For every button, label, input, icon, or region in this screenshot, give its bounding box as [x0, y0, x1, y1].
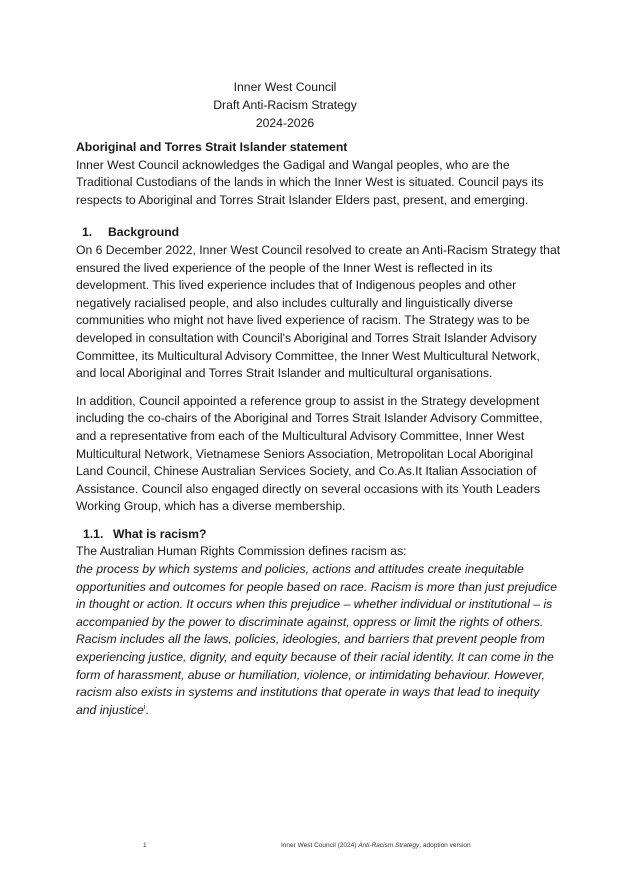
document-title-block — [0, 78, 570, 132]
section-1-1-heading — [76, 526, 561, 544]
footer-citation — [281, 842, 471, 849]
acknowledgement-text: Inner West Council acknowledges the Gadigal and Wangal peoples, who are the Traditional Custodians of the lands in which the Inner West is situated. Council pays its respects to Aboriginal and Torres Strait Islander Elders past, present, and emerging. — [76, 157, 544, 207]
footer-citation-prefix: Inner West Council (2024) — [281, 842, 359, 849]
section-1-1-number: 1.1. — [83, 526, 104, 541]
racism-intro: The Australian Human Rights Commission defines racism as: — [76, 544, 407, 559]
title-years: 2024-2026 — [255, 116, 315, 130]
title-document: Draft Anti-Racism Strategy — [213, 98, 357, 112]
background-paragraph-2: In addition, Council appointed a reference group to assist in the Strategy development including the co-chairs of the Aboriginal and Torres Strait Islander Advisory Committee, and a representative from each of the Multicultural Advisory Committee, Inner West Multicultural Network, Vietnamese Seniors Association, Metropolitan Local Aboriginal Land Council, Chinese Australian Services Society, and Co.As.It Italian Association of Assistance. Council also engaged directly on several occasions with its Youth Leaders Working Group, which has a diverse membership. — [76, 393, 543, 514]
section-1-number: 1. — [82, 225, 93, 240]
document-body — [76, 139, 561, 719]
page-number: 1 — [143, 842, 147, 849]
footer-citation-suffix: , adoption version — [419, 842, 471, 849]
footnote-reference[interactable]: i — [143, 703, 146, 711]
background-paragraph-1: On 6 December 2022, Inner West Council resolved to create an Anti-Racism Strategy that ensured the lived experience of the people of the Inner West is reflected in its development. This lived experience includes that of Indigenous peoples and other negatively racialised people, and also includes culturally and linguistically diverse communities who might not have lived experience of racism. The Strategy was to be developed in consultation with Council's Aboriginal and Torres Strait Islander Advisory Committee, its Multicultural Advisory Committee, the Inner West Multicultural Network, and local Aboriginal and Torres Strait Islander and multicultural organisations. — [76, 242, 561, 381]
footer-citation-title: Anti-Racism Strategy — [358, 842, 420, 849]
acknowledgement-heading: Aboriginal and Torres Strait Islander statement — [76, 140, 348, 154]
section-1-heading — [76, 224, 561, 242]
title-organisation: Inner West Council — [233, 80, 337, 94]
section-1-title: Background — [108, 225, 180, 240]
racism-definition — [76, 561, 561, 719]
racism-definition-text: the process by which systems and policies, actions and attitudes create inequitable opportunities and outcomes for people based on race. Racism is more than just prejudice in thought or action. It occurs when this prejudice – whether individual or institutional – is accompanied by the power to discriminate against, oppress or limit the rights of others. Racism includes all the laws, policies, ideologies, and barriers that prevent people from experiencing justice, dignity, and equity because of their racial identity. It can come in the form of harassment, abuse or humiliation, violence, or intimidating behaviour. However, racism also exists in systems and institutions that operate in ways that lead to inequity and injustice — [76, 562, 557, 717]
section-1-1-title: What is racism? — [113, 526, 207, 541]
definition-end-punctuation: . — [145, 702, 149, 717]
